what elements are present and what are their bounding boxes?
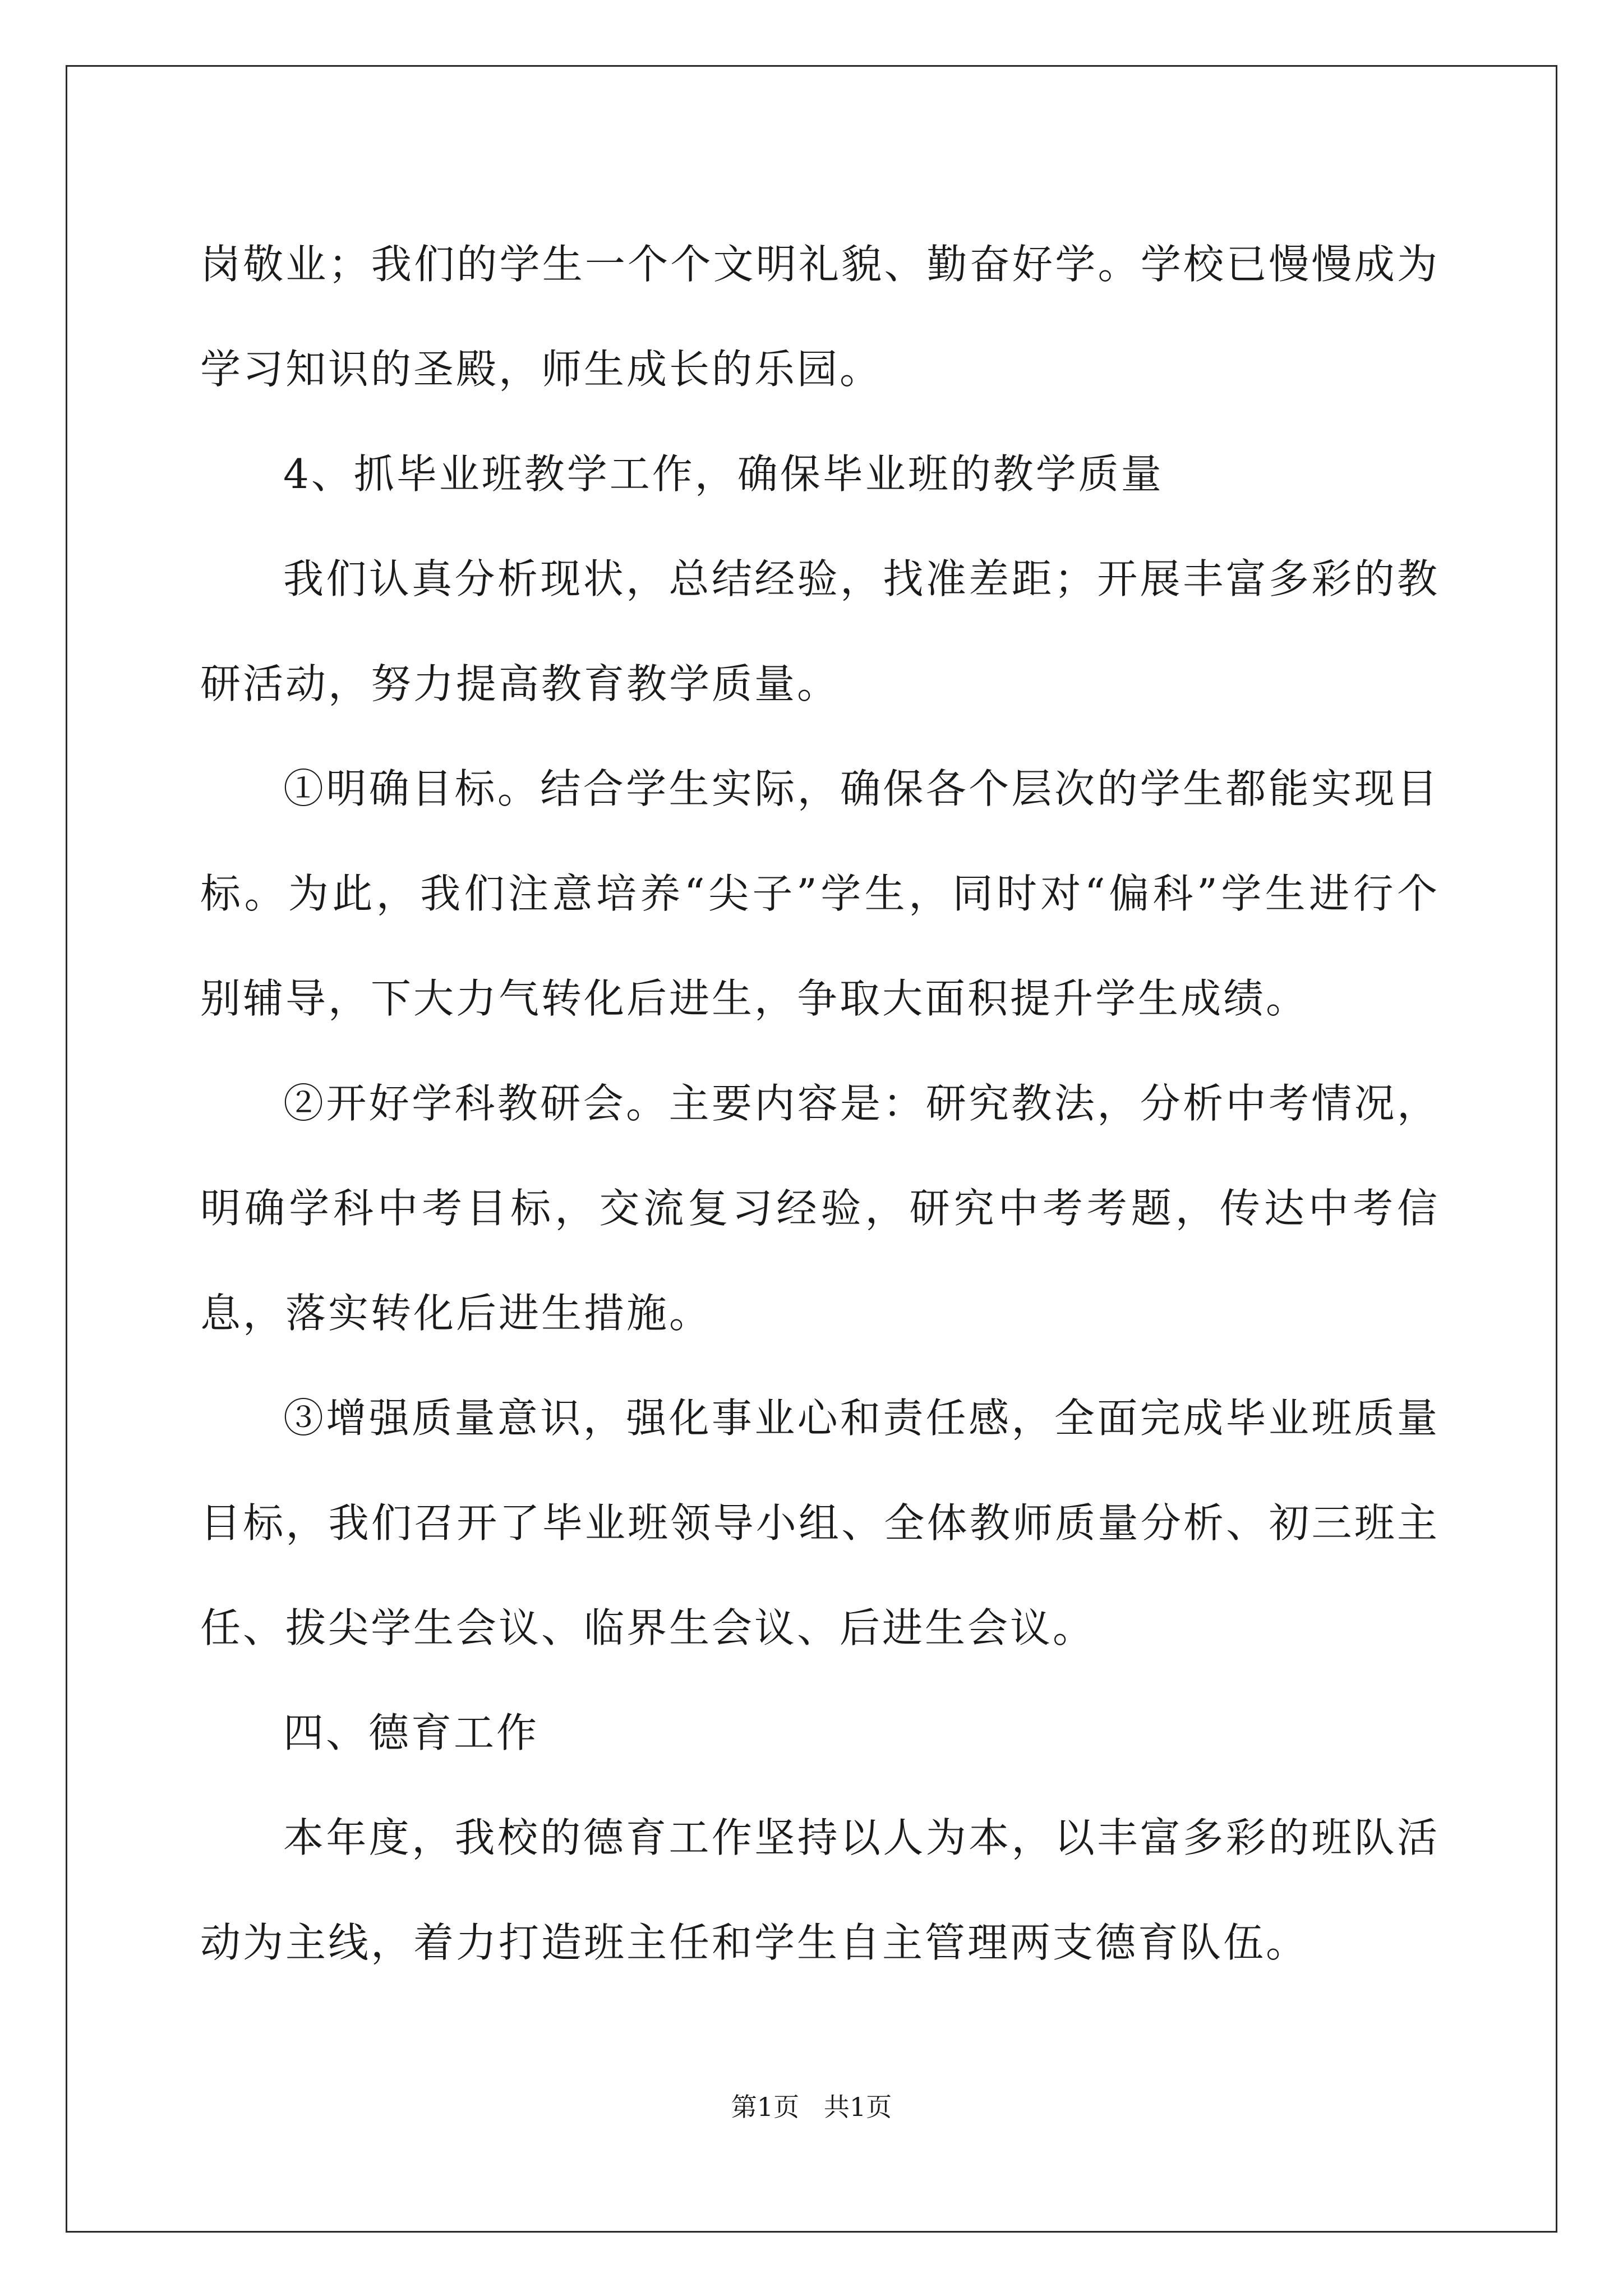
paragraph-5: ②开好学科教研会。主要内容是：研究教法，分析中考情况，明确学科中考目标，交流复习经验，研究中考考题，传达中考信息，落实转化后进生措施。 bbox=[200, 1080, 1440, 1337]
page-number-footer: 第1页 共1页 bbox=[731, 2092, 892, 2122]
paragraph-7: 本年度，我校的德育工作坚持以人为本，以丰富多彩的班队活动为主线，着力打造班主任和学生自主管理两支德育队伍。 bbox=[200, 1814, 1440, 1966]
paragraph-6: ③增强质量意识，强化事业心和责任感，全面完成毕业班质量目标，我们召开了毕业班领导小组、全体教师质量分析、初三班主任、拔尖学生会议、临界生会议、后进生会议。 bbox=[200, 1395, 1440, 1651]
paragraph-2: 4、抓毕业班教学工作，确保毕业班的教学质量 bbox=[283, 450, 1164, 498]
paragraph-3: 我们认真分析现状，总结经验，找准差距；开展丰富多彩的教研活动，努力提高教育教学质量。 bbox=[200, 555, 1440, 707]
document-body bbox=[200, 212, 1440, 1995]
section-heading: 四、德育工作 bbox=[283, 1709, 540, 1756]
paragraph-1: 岗敬业；我们的学生一个个文明礼貌、勤奋好学。学校已慢慢成为学习知识的圣殿，师生成长的乐园。 bbox=[200, 241, 1440, 393]
paragraph-4: ①明确目标。结合学生实际，确保各个层次的学生都能实现目标。为此，我们注意培养“尖子”学生，同时对“偏科”学生进行个别辅导，下大力气转化后进生，争取大面积提升学生成绩。 bbox=[200, 765, 1440, 1022]
